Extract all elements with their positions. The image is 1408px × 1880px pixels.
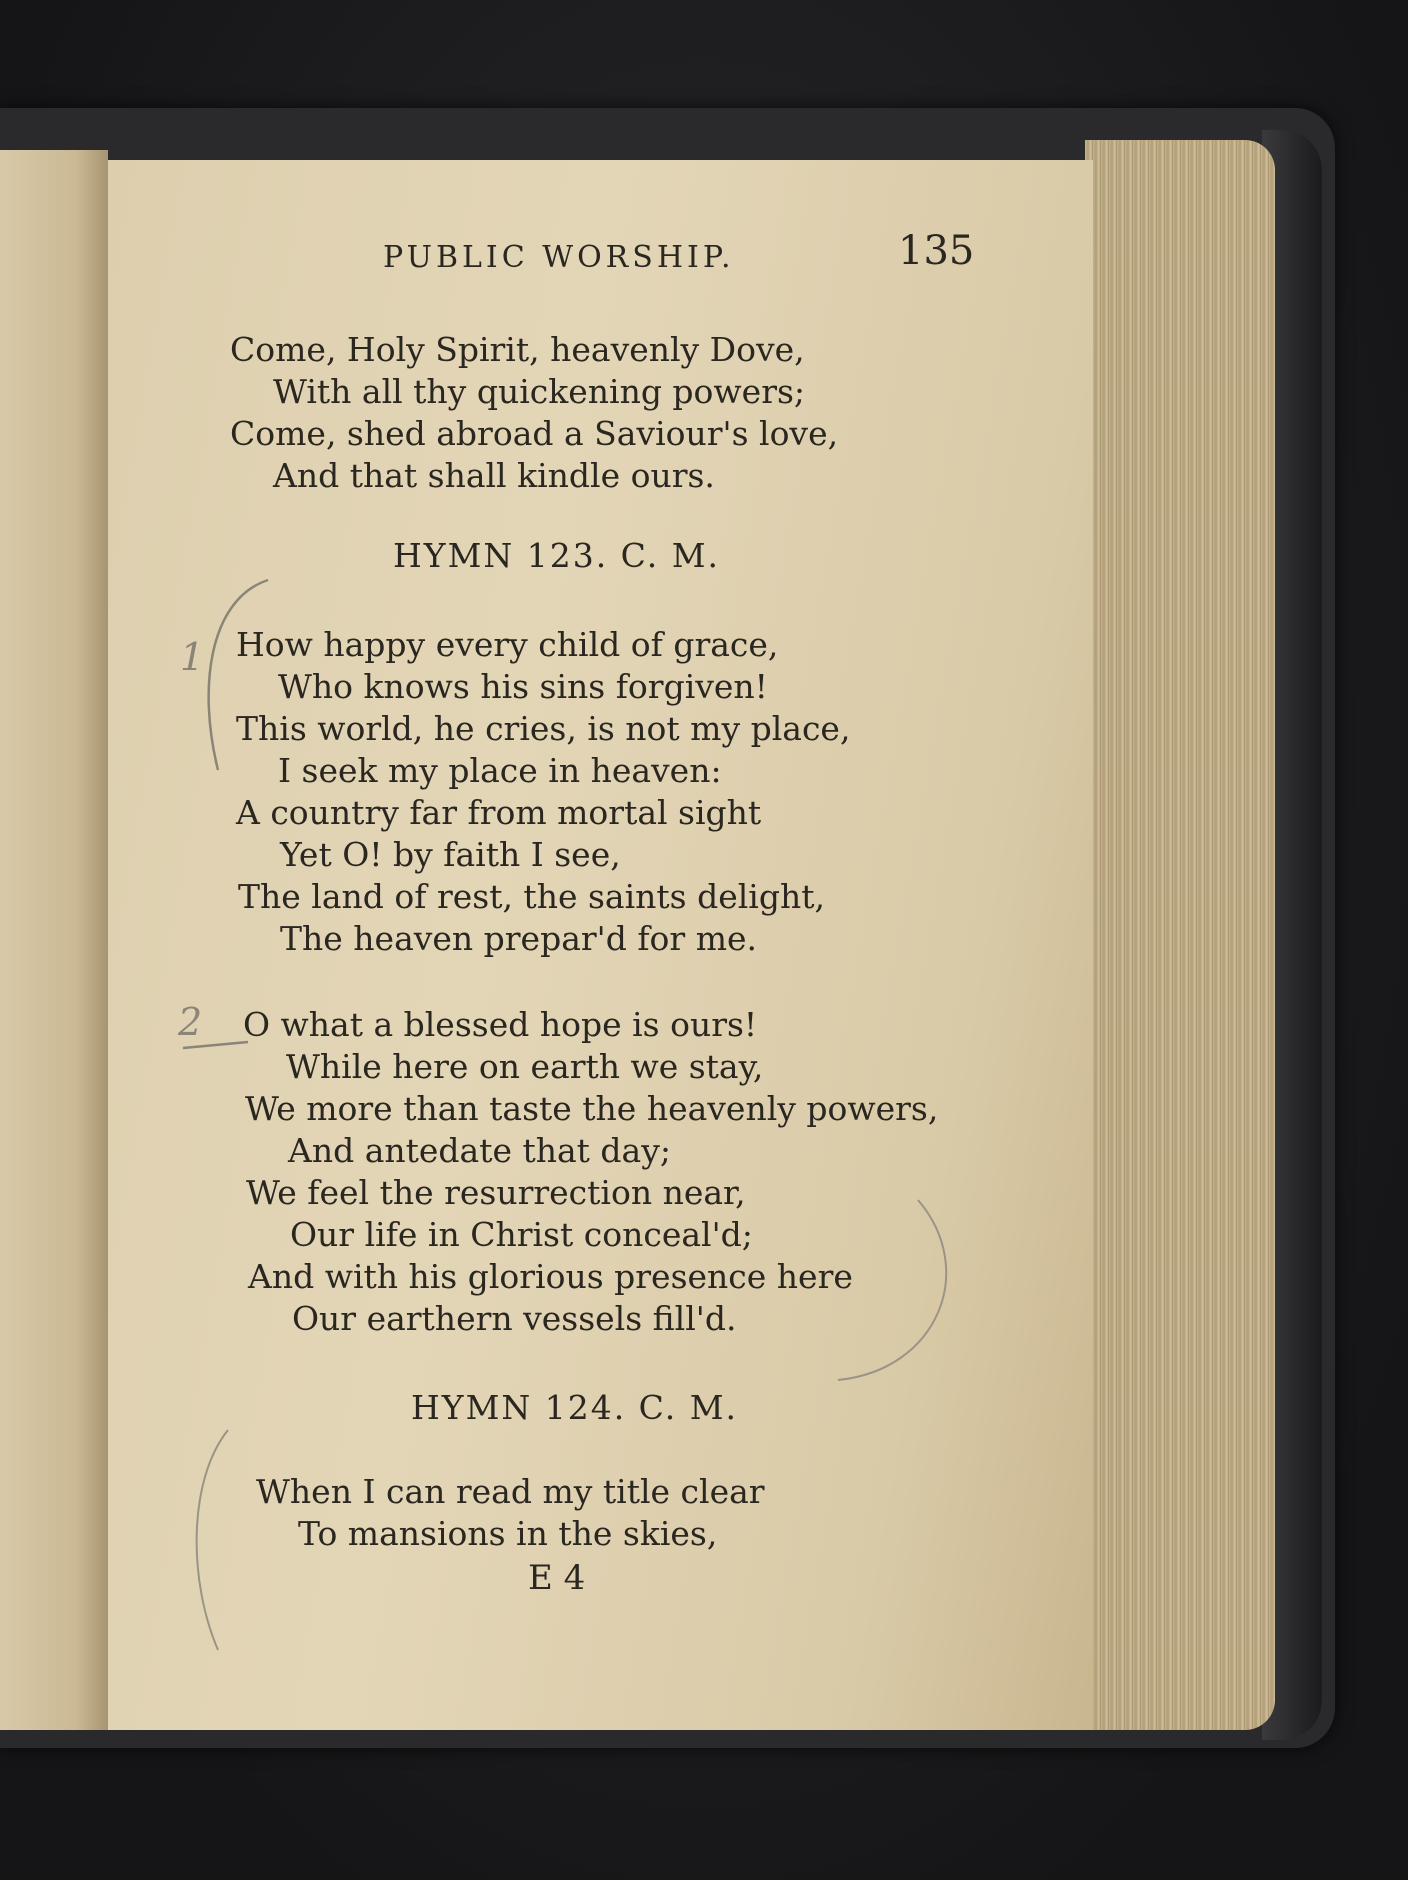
verse-line: And antedate that day; — [288, 1131, 671, 1170]
right-page — [108, 160, 1093, 1730]
verse-line: Come, Holy Spirit, heavenly Dove, — [230, 330, 805, 369]
hymn-124-title: HYMN 124. C. M. — [411, 1388, 739, 1427]
verse-line: While here on earth we stay, — [286, 1047, 764, 1086]
verse-line: And with his glorious presence here — [248, 1257, 853, 1296]
verse-line: I seek my place in heaven: — [278, 751, 722, 790]
running-title: PUBLIC WORSHIP. — [383, 240, 735, 275]
pencil-curve-mark — [718, 1190, 978, 1410]
pencil-bracket-hymn-124 — [168, 1420, 248, 1660]
verse-line: O what a blessed hope is ours! — [243, 1005, 758, 1044]
signature-mark: E 4 — [528, 1558, 586, 1598]
verse-line: We more than taste the heavenly powers, — [245, 1089, 939, 1128]
verse-line: The land of rest, the saints delight, — [238, 877, 825, 916]
verse-line: The heaven prepar'd for me. — [280, 919, 758, 958]
pencil-margin-number: 1 — [180, 635, 205, 679]
verse-line: Come, shed abroad a Saviour's love, — [230, 414, 839, 453]
left-page-fragment — [0, 150, 108, 1730]
verse-line: This world, he cries, is not my place, — [236, 709, 851, 748]
pencil-bracket-stanza-1 — [158, 570, 278, 790]
page-number: 135 — [898, 228, 975, 274]
pencil-margin-number: 2 — [178, 1000, 203, 1044]
verse-line: Yet O! by faith I see, — [280, 835, 621, 874]
verse-line: To mansions in the skies, — [298, 1514, 718, 1553]
verse-line: Our life in Christ conceal'd; — [290, 1215, 753, 1254]
verse-line: We feel the resurrection near, — [246, 1173, 746, 1212]
hymn-123-title: HYMN 123. C. M. — [393, 536, 721, 575]
verse-line: And that shall kindle ours. — [273, 456, 715, 495]
verse-line: How happy every child of grace, — [236, 625, 779, 664]
verse-line: When I can read my title clear — [256, 1472, 765, 1511]
verse-line: Who knows his sins forgiven! — [278, 667, 768, 706]
verse-line: Our earthern vessels fill'd. — [292, 1299, 737, 1338]
verse-line: A country far from mortal sight — [236, 793, 762, 832]
pencil-underline-mark — [178, 1028, 258, 1058]
page-block-edge — [1085, 140, 1275, 1730]
verse-line: With all thy quickening powers; — [273, 372, 806, 411]
